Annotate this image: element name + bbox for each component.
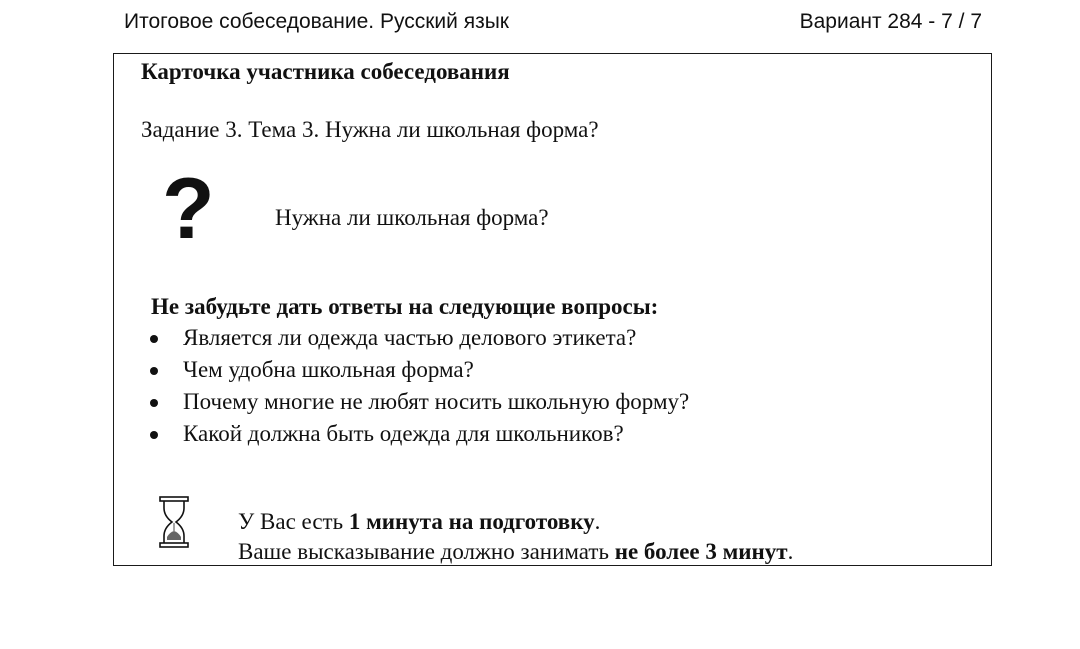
list-item: Какой должна быть одежда для школьников?: [147, 420, 689, 452]
document-header-title: Итоговое собеседование. Русский язык: [124, 10, 509, 33]
task-line: Задание 3. Тема 3. Нужна ли школьная форма?: [141, 117, 599, 142]
list-item: Является ли одежда частью делового этикета?: [147, 324, 689, 356]
preparation-time-text: У Вас есть 1 минута на подготовку.: [238, 509, 601, 534]
list-item: Почему многие не любят носить школьную форму?: [147, 388, 689, 420]
answer-time-text: Ваше высказывание должно занимать не более 3 минут.: [238, 539, 794, 564]
list-item: Чем удобна школьная форма?: [147, 356, 689, 388]
reminder-heading: Не забудьте дать ответы на следующие вопросы:: [151, 294, 659, 319]
question-mark-icon: ?: [162, 161, 215, 257]
card-title: Карточка участника собеседования: [141, 59, 510, 84]
main-question: Нужна ли школьная форма?: [275, 205, 549, 230]
hourglass-icon: [158, 496, 190, 548]
question-list: [147, 324, 689, 452]
participant-card: [113, 53, 992, 566]
document-variant-page: Вариант 284 - 7 / 7: [799, 10, 982, 33]
